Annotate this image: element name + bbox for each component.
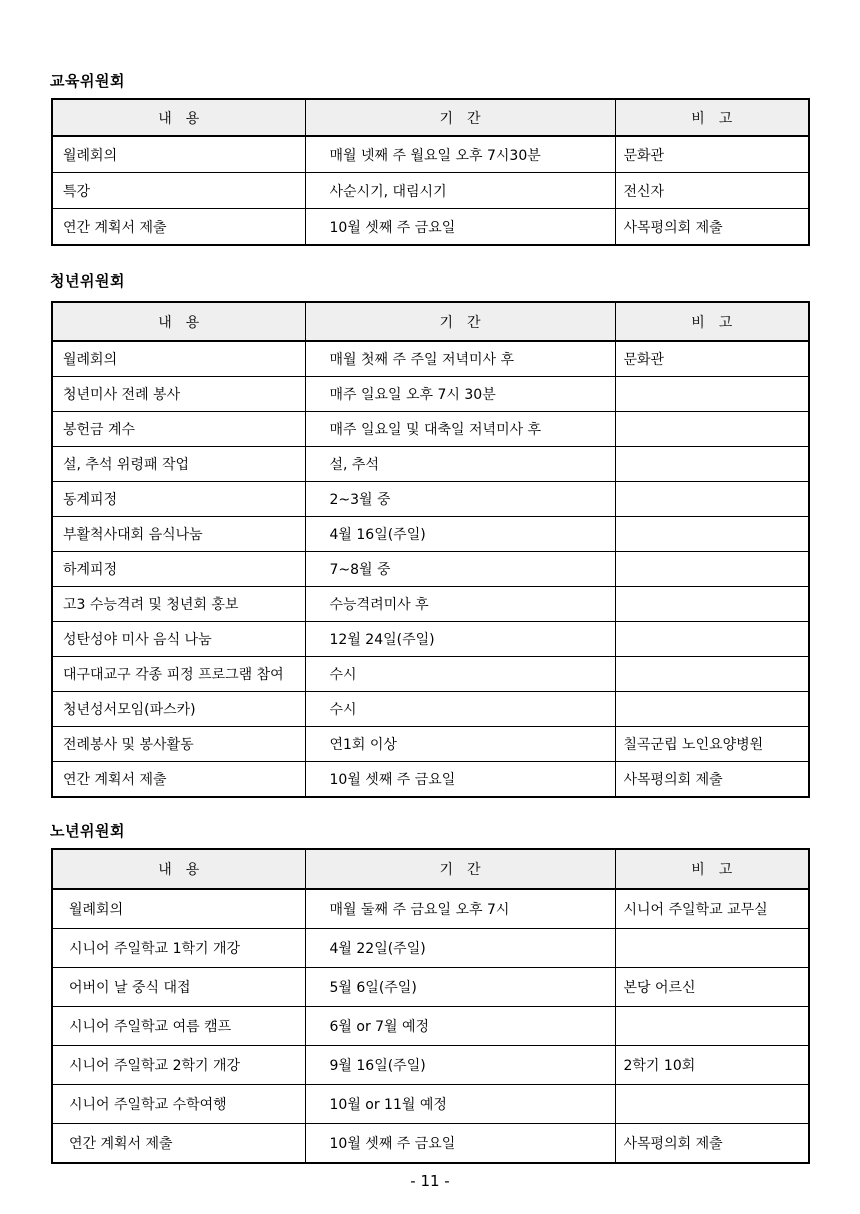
row-period-cell: 5월 6일(주일) <box>305 968 615 1007</box>
row-note-cell <box>615 1085 809 1124</box>
table-row <box>52 727 809 762</box>
row-period-cell: 설, 추석 <box>305 447 615 482</box>
row-content-cell: 연간 계획서 제출 <box>52 1124 305 1164</box>
row-content-cell: 성탄성야 미사 음식 나눔 <box>52 622 305 657</box>
row-note-cell: 전신자 <box>615 173 809 209</box>
table-row <box>52 692 809 727</box>
row-period-cell: 10월 셋째 주 금요일 <box>305 1124 615 1164</box>
row-note-cell <box>615 587 809 622</box>
table-row <box>52 412 809 447</box>
row-content-cell: 시니어 주일학교 수학여행 <box>52 1085 305 1124</box>
elderly-committee-table <box>51 848 810 1164</box>
row-period-cell: 7~8월 중 <box>305 552 615 587</box>
row-note-cell: 칠곡군립 노인요양병원 <box>615 727 809 762</box>
row-period-cell: 4월 16일(주일) <box>305 517 615 552</box>
row-period-cell: 수시 <box>305 657 615 692</box>
table-header-row <box>52 302 809 341</box>
row-content-cell: 전례봉사 및 봉사활동 <box>52 727 305 762</box>
row-note-cell <box>615 692 809 727</box>
row-note-cell <box>615 657 809 692</box>
row-note-cell <box>615 517 809 552</box>
section-title-education: 교육위원회 <box>50 72 125 90</box>
row-content-cell: 동계피정 <box>52 482 305 517</box>
row-content-cell: 어버이 날 중식 대접 <box>52 968 305 1007</box>
table-row <box>52 482 809 517</box>
row-note-cell <box>615 622 809 657</box>
row-period-cell: 4월 22일(주일) <box>305 929 615 968</box>
table-row <box>52 173 809 209</box>
table-row <box>52 762 809 798</box>
row-content-cell: 월례회의 <box>52 889 305 929</box>
row-period-cell: 10월 or 11월 예정 <box>305 1085 615 1124</box>
row-period-cell: 매월 둘째 주 금요일 오후 7시 <box>305 889 615 929</box>
column-header: 내 용 <box>52 99 305 136</box>
row-content-cell: 봉헌금 계수 <box>52 412 305 447</box>
row-note-cell: 시니어 주일학교 교무실 <box>615 889 809 929</box>
row-note-cell: 2학기 10회 <box>615 1046 809 1085</box>
row-period-cell: 10월 셋째 주 금요일 <box>305 762 615 798</box>
table-row <box>52 929 809 968</box>
row-note-cell: 본당 어르신 <box>615 968 809 1007</box>
row-period-cell: 매주 일요일 및 대축일 저녁미사 후 <box>305 412 615 447</box>
row-content-cell: 청년미사 전례 봉사 <box>52 377 305 412</box>
row-period-cell: 사순시기, 대림시기 <box>305 173 615 209</box>
row-period-cell: 매월 첫째 주 주일 저녁미사 후 <box>305 341 615 377</box>
row-note-cell <box>615 447 809 482</box>
row-note-cell <box>615 377 809 412</box>
table-row <box>52 517 809 552</box>
table-row <box>52 341 809 377</box>
column-header: 비 고 <box>615 99 809 136</box>
row-period-cell: 매월 넷째 주 월요일 오후 7시30분 <box>305 136 615 173</box>
row-content-cell: 부활척사대회 음식나눔 <box>52 517 305 552</box>
section-title-youth: 청년위원회 <box>50 272 125 290</box>
column-header: 기 간 <box>305 99 615 136</box>
row-note-cell <box>615 929 809 968</box>
row-note-cell: 사목평의회 제출 <box>615 209 809 246</box>
row-period-cell: 2~3월 중 <box>305 482 615 517</box>
column-header: 기 간 <box>305 849 615 889</box>
row-content-cell: 고3 수능격려 및 청년회 홍보 <box>52 587 305 622</box>
table-row <box>52 377 809 412</box>
table-row <box>52 1046 809 1085</box>
table-row <box>52 552 809 587</box>
row-note-cell <box>615 412 809 447</box>
column-header: 비 고 <box>615 849 809 889</box>
row-content-cell: 하계피정 <box>52 552 305 587</box>
row-content-cell: 연간 계획서 제출 <box>52 209 305 246</box>
row-period-cell: 9월 16일(주일) <box>305 1046 615 1085</box>
row-period-cell: 10월 셋째 주 금요일 <box>305 209 615 246</box>
education-committee-table <box>51 98 810 246</box>
row-period-cell: 연1회 이상 <box>305 727 615 762</box>
row-content-cell: 설, 추석 위령패 작업 <box>52 447 305 482</box>
row-content-cell: 청년성서모임(파스카) <box>52 692 305 727</box>
row-note-cell <box>615 1007 809 1046</box>
row-content-cell: 월례회의 <box>52 136 305 173</box>
table-row <box>52 587 809 622</box>
section-title-elderly: 노년위원회 <box>50 822 125 840</box>
row-note-cell <box>615 482 809 517</box>
row-period-cell: 수능격려미사 후 <box>305 587 615 622</box>
row-note-cell: 사목평의회 제출 <box>615 1124 809 1164</box>
row-content-cell: 시니어 주일학교 여름 캠프 <box>52 1007 305 1046</box>
table-row <box>52 889 809 929</box>
row-note-cell: 문화관 <box>615 341 809 377</box>
table-row <box>52 1007 809 1046</box>
youth-committee-table <box>51 301 810 798</box>
row-content-cell: 연간 계획서 제출 <box>52 762 305 798</box>
table-row <box>52 209 809 246</box>
row-content-cell: 월례회의 <box>52 341 305 377</box>
row-period-cell: 12월 24일(주일) <box>305 622 615 657</box>
row-note-cell <box>615 552 809 587</box>
row-note-cell: 사목평의회 제출 <box>615 762 809 798</box>
table-row <box>52 1085 809 1124</box>
table-row <box>52 1124 809 1164</box>
row-period-cell: 수시 <box>305 692 615 727</box>
column-header: 내 용 <box>52 302 305 341</box>
row-content-cell: 대구대교구 각종 피정 프로그램 참여 <box>52 657 305 692</box>
table-row <box>52 657 809 692</box>
table-header-row <box>52 849 809 889</box>
column-header: 비 고 <box>615 302 809 341</box>
page-number: - 11 - <box>410 1172 450 1190</box>
table-header-row <box>52 99 809 136</box>
column-header: 기 간 <box>305 302 615 341</box>
row-content-cell: 특강 <box>52 173 305 209</box>
row-content-cell: 시니어 주일학교 2학기 개강 <box>52 1046 305 1085</box>
row-note-cell: 문화관 <box>615 136 809 173</box>
row-period-cell: 매주 일요일 오후 7시 30분 <box>305 377 615 412</box>
table-row <box>52 622 809 657</box>
table-row <box>52 136 809 173</box>
table-row <box>52 447 809 482</box>
row-content-cell: 시니어 주일학교 1학기 개강 <box>52 929 305 968</box>
table-row <box>52 968 809 1007</box>
row-period-cell: 6월 or 7월 예정 <box>305 1007 615 1046</box>
column-header: 내 용 <box>52 849 305 889</box>
